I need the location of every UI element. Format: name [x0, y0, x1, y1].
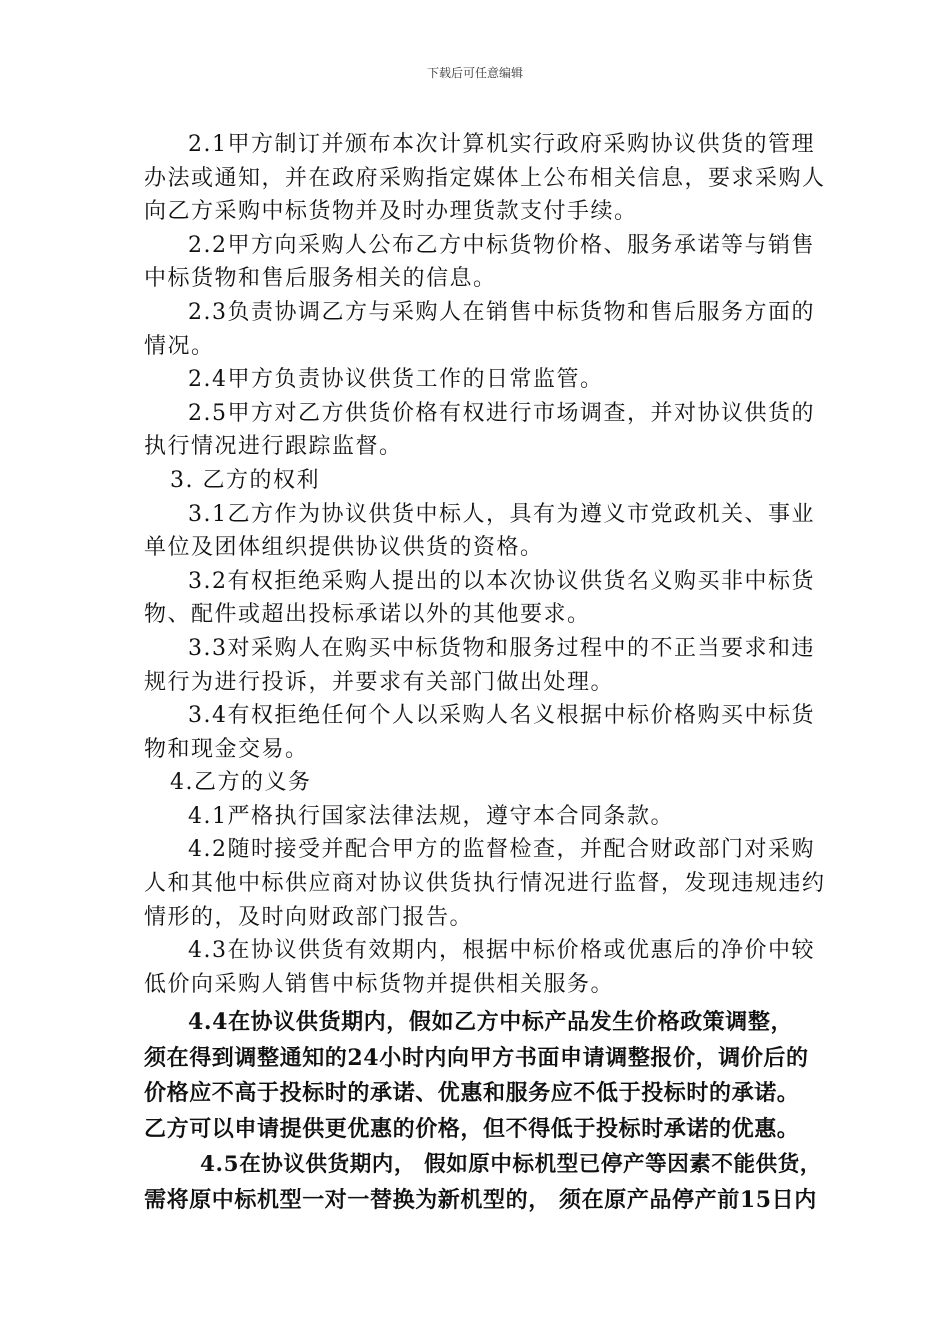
- clause-3-3-line-1: 3.3对采购人在购买中标货物和服务过程中的不正当要求和违: [188, 635, 815, 661]
- clause-4-3-line-2: 低价向采购人销售中标货物并提供相关服务。: [144, 971, 615, 997]
- clause-4-5-line-1: 4.5在协议供货期内， 假如原中标机型已停产等因素不能供货，: [200, 1152, 822, 1178]
- clause-4-1-line-1: 4.1严格执行国家法律法规，遵守本合同条款。: [188, 803, 674, 829]
- section-3-heading: 3. 乙方的权利: [170, 467, 320, 493]
- clause-4-4-line-2: 须在得到调整通知的24小时内向甲方书面申请调整报价，调价后的: [144, 1044, 809, 1071]
- clause-2-1-line-2: 办法或通知，并在政府采购指定媒体上公布相关信息，要求采购人: [144, 165, 826, 191]
- clause-2-2-line-2: 中标货物和售后服务相关的信息。: [144, 266, 497, 292]
- clause-2-3-line-2: 情况。: [144, 333, 215, 359]
- clause-4-4-line-3: 价格应不高于投标时的承诺、优惠和服务应不低于投标时的承诺。: [144, 1080, 800, 1107]
- clause-2-5-line-1: 2.5甲方对乙方供货价格有权进行市场调查，并对协议供货的: [188, 400, 815, 426]
- clause-4-4-line-4: 乙方可以申请提供更优惠的价格，但不得低于投标时承诺的优惠。: [144, 1115, 800, 1142]
- clause-2-1-line-1: 2.1甲方制订并颁布本次计算机实行政府采购协议供货的管理: [188, 132, 815, 157]
- clause-3-3-line-2: 规行为进行投诉，并要求有关部门做出处理。: [144, 669, 615, 695]
- clause-3-2-line-2: 物、配件或超出投标承诺以外的其他要求。: [144, 602, 591, 628]
- clause-4-5-line-2: 需将原中标机型一对一替换为新机型的， 须在原产品停产前15日内: [144, 1186, 817, 1213]
- clause-4-2-line-1: 4.2随时接受并配合甲方的监督检查，并配合财政部门对采购: [188, 837, 815, 863]
- clause-2-2-line-1: 2.2甲方向采购人公布乙方中标货物价格、服务承诺等与销售: [188, 232, 815, 258]
- clause-2-5-line-2: 执行情况进行跟踪监督。: [144, 434, 403, 460]
- section-4-heading: 4.乙方的义务: [170, 770, 312, 796]
- clause-3-2-line-1: 3.2有权拒绝采购人提出的以本次协议供货名义购买非中标货: [188, 568, 815, 594]
- clause-2-4-line-1: 2.4甲方负责协议供货工作的日常监管。: [188, 367, 604, 393]
- clause-3-4-line-1: 3.4有权拒绝任何个人以采购人名义根据中标价格购买中标货: [188, 703, 815, 729]
- clause-3-1-line-2: 单位及团体组织提供协议供货的资格。: [144, 535, 544, 561]
- clause-3-4-line-2: 物和现金交易。: [144, 736, 309, 762]
- document-body: [144, 128, 824, 1218]
- clause-4-3-line-1: 4.3在协议供货有效期内，根据中标价格或优惠后的净价中较: [188, 938, 815, 964]
- clause-4-2-line-3: 情形的，及时向财政部门报告。: [144, 904, 474, 930]
- clause-4-4-line-1: 4.4在协议供货期内，假如乙方中标产品发生价格政策调整，: [188, 1009, 794, 1036]
- clause-2-3-line-1: 2.3负责协调乙方与采购人在销售中标货物和售后服务方面的: [188, 299, 815, 325]
- page-header: 下载后可任意编辑: [426, 66, 523, 80]
- clause-2-1-line-3: 向乙方采购中标货物并及时办理货款支付手续。: [144, 199, 638, 225]
- clause-4-2-line-2: 人和其他中标供应商对协议供货执行情况进行监督，发现违规违约: [144, 871, 826, 897]
- clause-3-1-line-1: 3.1乙方作为协议供货中标人，具有为遵义市党政机关、事业: [188, 501, 815, 527]
